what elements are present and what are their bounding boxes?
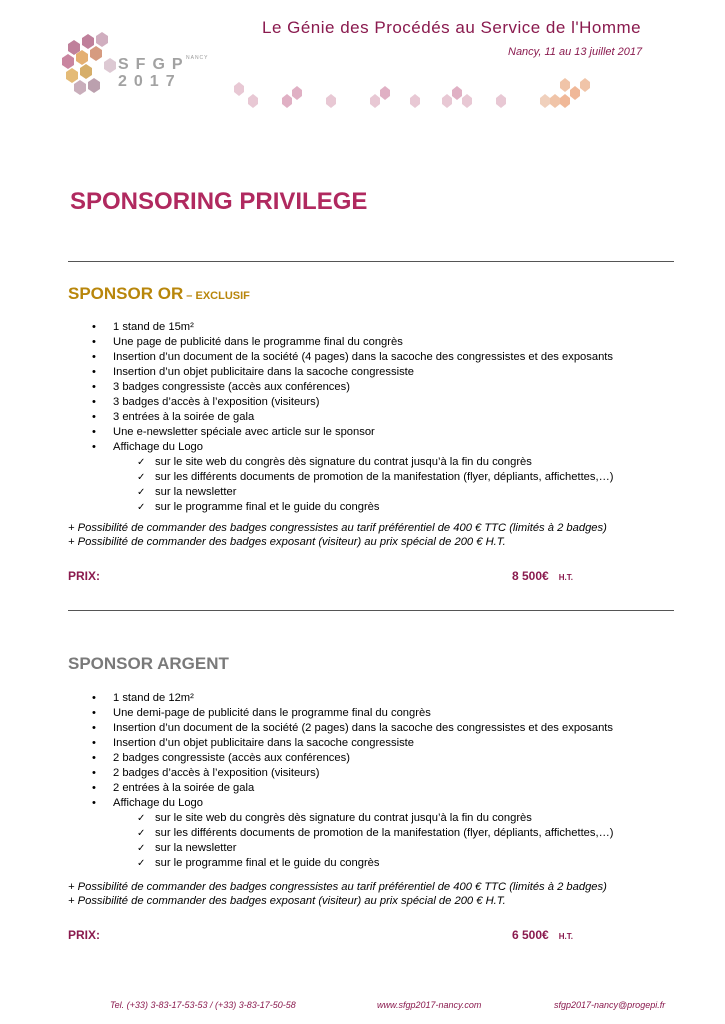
check-item: ✓ sur la newsletter — [137, 841, 614, 856]
check-item: ✓ sur la newsletter — [137, 485, 614, 500]
price-suffix-or: H.T. — [558, 573, 573, 582]
list-item: • Insertion d’un objet publicitaire dans la sacoche congressiste — [92, 736, 614, 751]
list-item: • 2 badges congressiste (accès aux conférences) — [92, 751, 614, 766]
page-title: SPONSORING PRIVILEGE — [70, 188, 368, 215]
logo-display-list-argent — [113, 811, 614, 871]
logo-text-year: 2017 — [118, 73, 182, 90]
list-item-label: Affichage du Logo — [113, 441, 203, 453]
footer-website[interactable]: www.sfgp2017-nancy.com — [377, 1000, 482, 1010]
list-item — [92, 796, 614, 871]
footer-email[interactable]: sfgp2017-nancy@progepi.fr — [554, 1000, 666, 1010]
price-value-argent: 6 500€ — [512, 928, 549, 942]
list-item — [92, 440, 614, 515]
logo-display-list-or — [113, 455, 614, 515]
prix-label-argent: PRIX: — [68, 928, 101, 942]
benefits-list-argent — [92, 691, 614, 871]
prix-label-or: PRIX: — [68, 569, 101, 583]
check-item: ✓ sur le programme final et le guide du congrès — [137, 500, 614, 515]
list-item: • Insertion d’un document de la société (4 pages) dans la sacoche des congressistes et des exposants — [92, 350, 614, 365]
section-heading-argent: SPONSOR ARGENT — [68, 654, 229, 673]
list-item: • 3 entrées à la soirée de gala — [92, 410, 614, 425]
section-heading-or — [68, 284, 250, 304]
check-item: ✓ sur les différents documents de promotion de la manifestation (flyer, dépliants, affichettes,…) — [137, 826, 614, 841]
list-item-label: Affichage du Logo — [113, 797, 203, 809]
note-badges-exposant-argent: + Possibilité de commander des badges exposant (visiteur) au prix spécial de 200 € H.T. — [68, 895, 506, 907]
list-item: • 3 badges congressiste (accès aux conférences) — [92, 380, 614, 395]
price-suffix-argent: H.T. — [558, 932, 573, 941]
list-item: • Une demi-page de publicité dans le programme final du congrès — [92, 706, 614, 721]
list-item: • Une e-newsletter spéciale avec article sur le sponsor — [92, 425, 614, 440]
section-heading-or-suffix: – EXCLUSIF — [183, 290, 250, 302]
note-badges-congressistes-argent: + Possibilité de commander des badges congressistes au tarif préférentiel de 400 € TTC (limités à 2 badges) — [68, 881, 607, 893]
logo-nancy-label: NANCY — [186, 55, 209, 61]
note-badges-exposant-or: + Possibilité de commander des badges exposant (visiteur) au prix spécial de 200 € H.T. — [68, 536, 506, 548]
price-argent — [512, 928, 573, 942]
list-item: • 3 badges d’accès à l’exposition (visiteurs) — [92, 395, 614, 410]
list-item: • 2 badges d’accès à l’exposition (visiteurs) — [92, 766, 614, 781]
price-or — [512, 569, 573, 583]
check-item: ✓ sur le site web du congrès dès signature du contrat jusqu’à la fin du congrès — [137, 811, 614, 826]
banner-subtitle: Nancy, 11 au 13 juillet 2017 — [508, 46, 643, 58]
list-item: • 2 entrées à la soirée de gala — [92, 781, 614, 796]
check-item: ✓ sur le site web du congrès dès signature du contrat jusqu’à la fin du congrès — [137, 455, 614, 470]
note-badges-congressistes-or: + Possibilité de commander des badges congressistes au tarif préférentiel de 400 € TTC (limités à 2 badges) — [68, 522, 607, 534]
check-item: ✓ sur les différents documents de promotion de la manifestation (flyer, dépliants, affichettes,…) — [137, 470, 614, 485]
banner-title: Le Génie des Procédés au Service de l'Homme — [262, 18, 642, 37]
section-heading-or-text: SPONSOR OR — [68, 284, 184, 303]
list-item: • 1 stand de 15m² — [92, 320, 614, 335]
list-item: • Une page de publicité dans le programme final du congrès — [92, 335, 614, 350]
header-hexagon-decoration — [230, 76, 630, 116]
logo-text — [118, 56, 190, 90]
price-value-or: 8 500€ — [512, 569, 549, 583]
divider — [68, 610, 674, 611]
list-item: • 1 stand de 12m² — [92, 691, 614, 706]
check-item: ✓ sur le programme final et le guide du congrès — [137, 856, 614, 871]
list-item: • Insertion d’un objet publicitaire dans la sacoche congressiste — [92, 365, 614, 380]
list-item: • Insertion d’un document de la société (2 pages) dans la sacoche des congressistes et des exposants — [92, 721, 614, 736]
divider — [68, 261, 674, 262]
footer-phone: Tel. (+33) 3-83-17-53-53 / (+33) 3-83-17-50-58 — [110, 1000, 296, 1010]
benefits-list-or — [92, 320, 614, 515]
logo-text-sfgp: SFGP — [118, 56, 190, 73]
